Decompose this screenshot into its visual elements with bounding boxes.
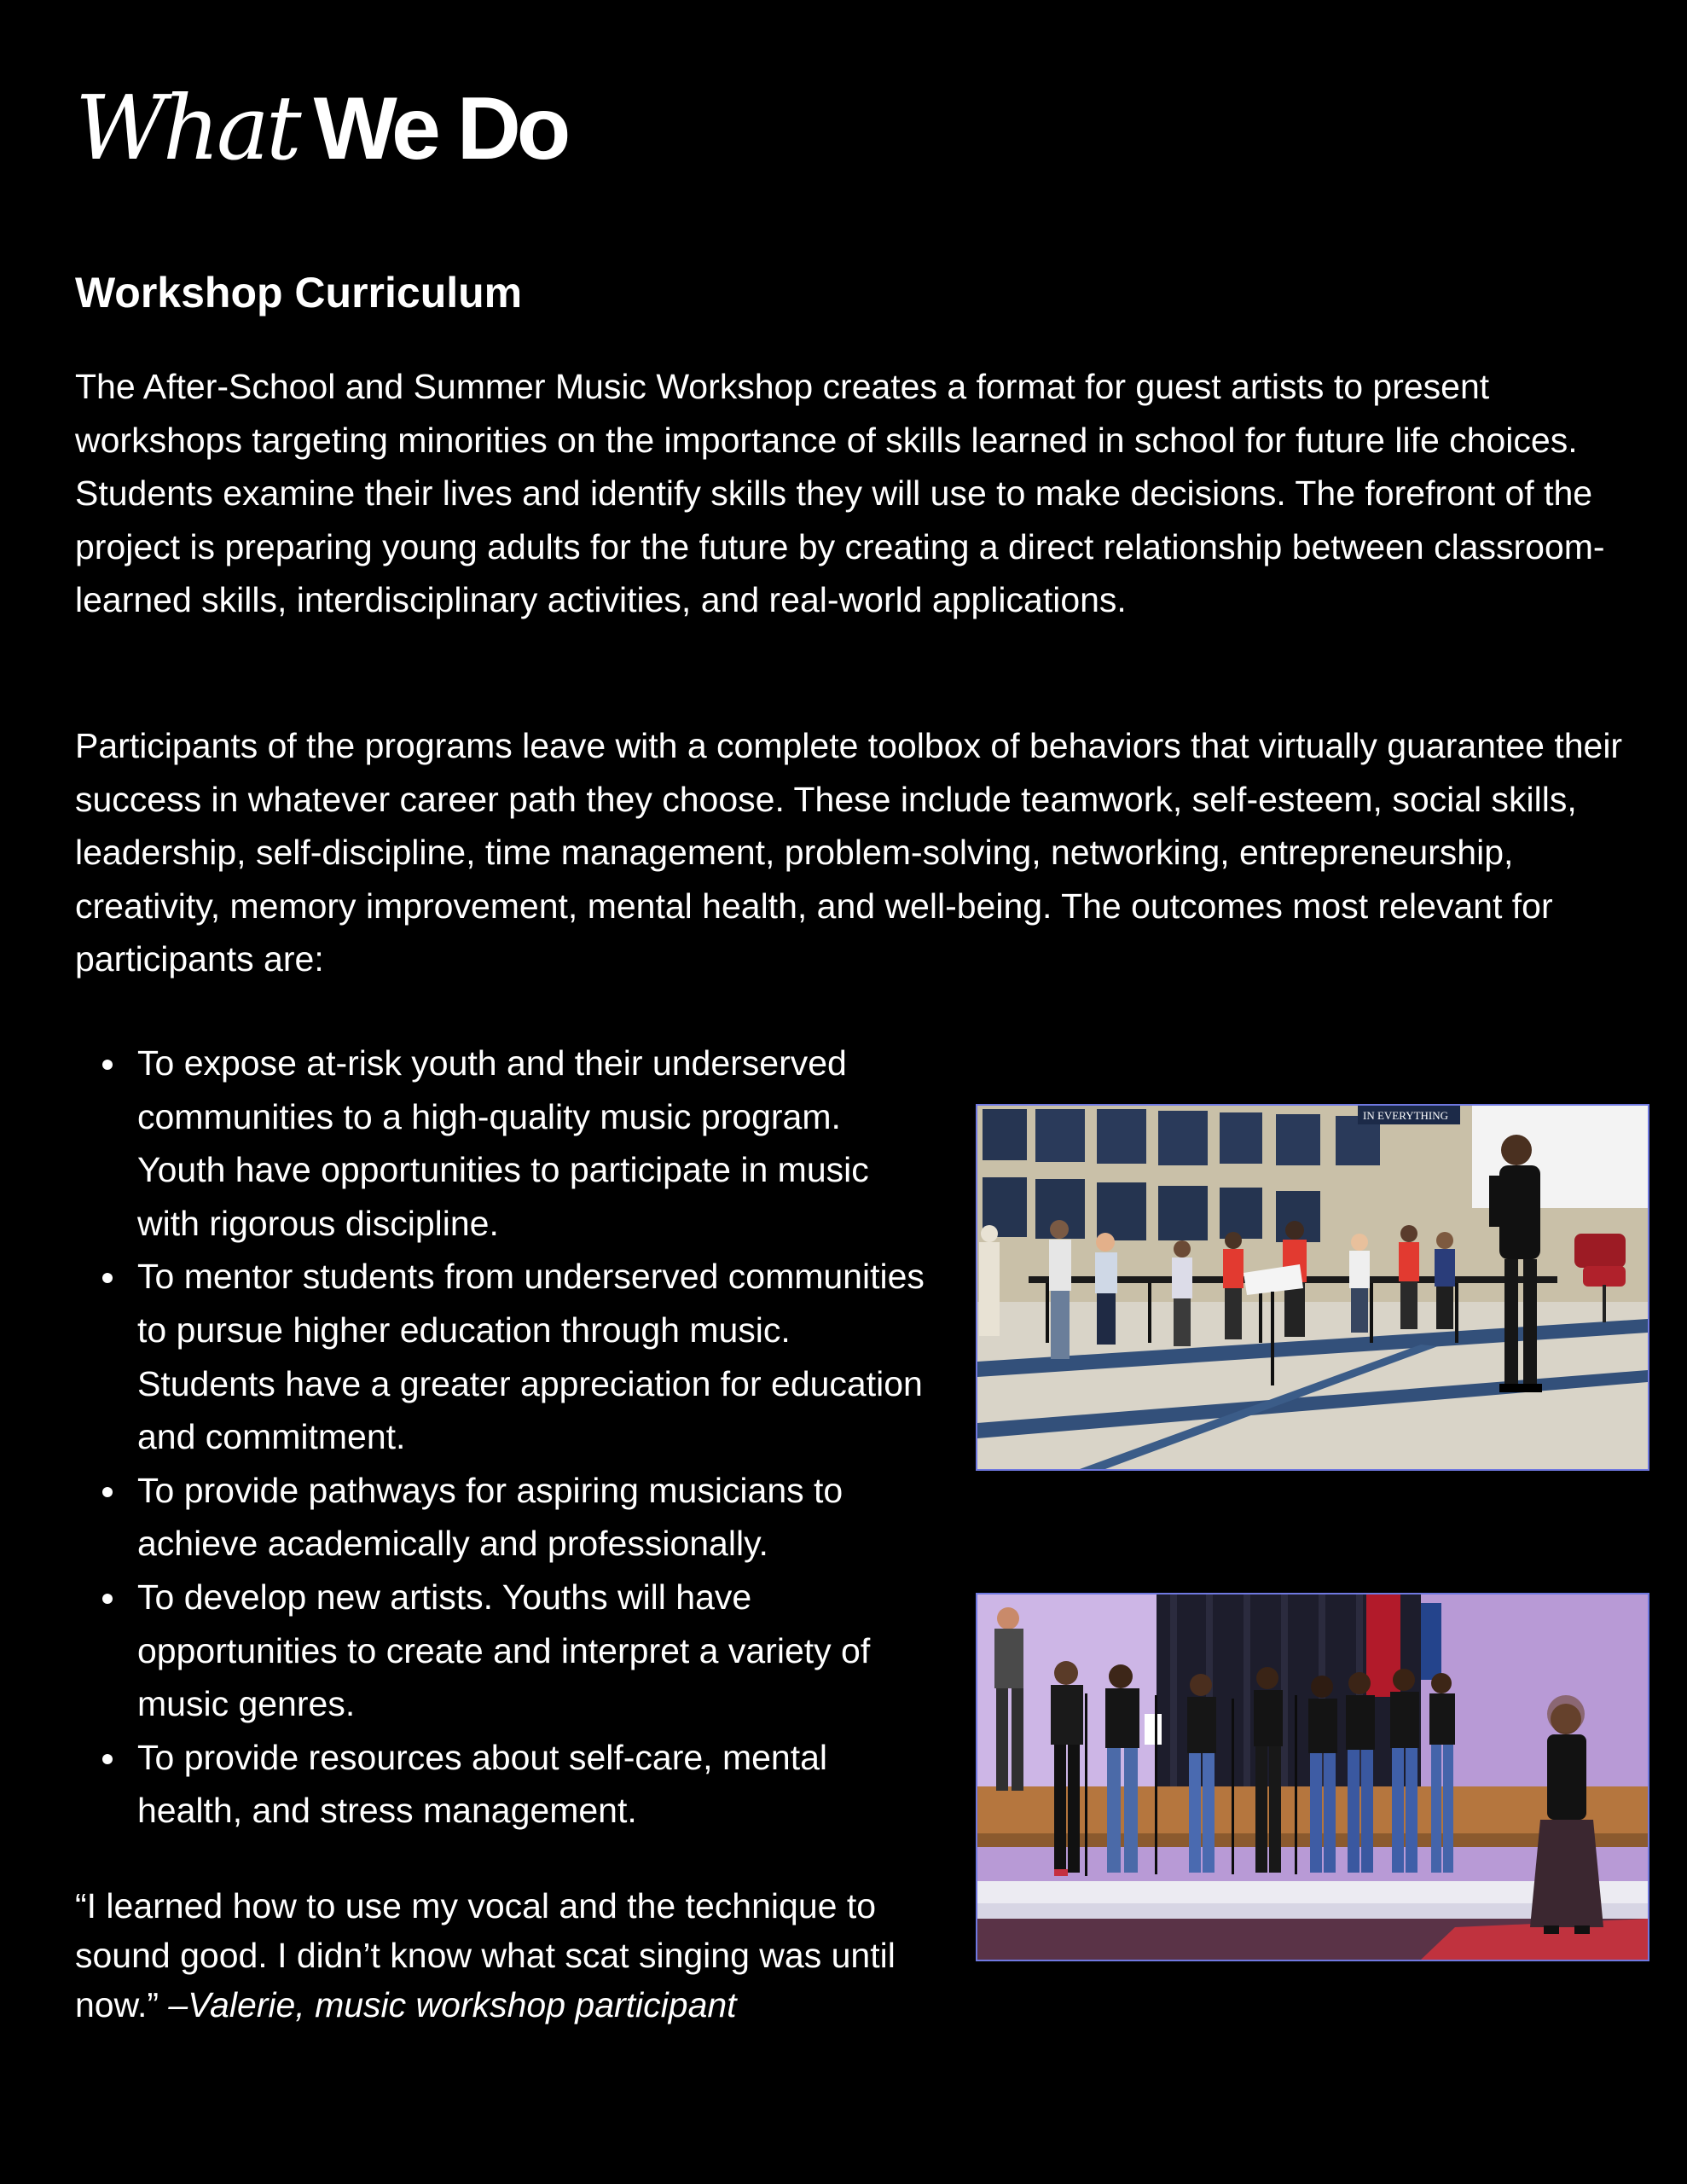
intro-paragraph: The After-School and Summer Music Workshop creates a format for guest artists to present workshops targeting minorities on the importance of skills learned in school for future life choices. Students examine their lives and identify skills they will use to make decisions. The forefront of the project is preparing young adults for the future by creating a direct relationship between classroom-learned skills, interdisciplinary activities, and real-world applications. [75,367,1605,620]
outcomes-intro-paragraph: Participants of the programs leave with a complete toolbox of behaviors that virtually guarantee their success in whatever career path they choose. These include teamwork, self-esteem, social skills, leadership, self-discipline, time management, problem-solving, networking, entrepreneurship, creativity, memory improvement, mental health, and well-being. The outcomes most relevant for participants are: [75,726,1623,979]
outcome-text: To provide resources about self-care, mental health, and stress management. [137,1737,828,1831]
outcome-text: To mentor students from underserved communities to pursue higher education through music. Students have a greater appreciation for education and commitment. [137,1257,925,1457]
bullet-icon [102,1060,113,1070]
testimonial-quote [75,1881,962,2030]
quote-text: “I learned how to use my vocal and the technique to sound good. I didn’t know what scat singing was until now.” [75,1886,896,2024]
list-item [75,1571,936,1731]
list-item [75,1250,936,1463]
performance-photo [976,1593,1649,1961]
rehearsal-photo-illustration [977,1106,1648,1469]
outcome-text: To provide pathways for aspiring musicians to achieve academically and professionally. [137,1470,844,1564]
page-title-italic: What [75,76,299,180]
page-title [75,77,566,180]
list-item [75,1731,936,1838]
outcome-text: To develop new artists. Youths will have opportunities to create and interpret a variety of music genres. [137,1577,871,1724]
list-item [75,1037,936,1250]
outcomes-list [75,1037,936,1838]
rehearsal-banner-text: IN EVERYTHING [1363,1109,1449,1122]
quote-attribution: –Valerie, music workshop participant [168,1985,737,2024]
bullet-icon [102,1487,113,1497]
bullet-icon [102,1754,113,1764]
section-heading: Workshop Curriculum [75,269,523,317]
performance-photo-illustration [977,1594,1648,1960]
page-title-bold: We Do [313,79,567,178]
bullet-icon [102,1273,113,1283]
list-item [75,1464,936,1571]
outcome-text: To expose at-risk youth and their underserved communities to a high-quality music program. Youth have opportunities to participate in music with rigorous discipline. [137,1043,869,1243]
bullet-icon [102,1594,113,1604]
rehearsal-photo [976,1104,1649,1471]
